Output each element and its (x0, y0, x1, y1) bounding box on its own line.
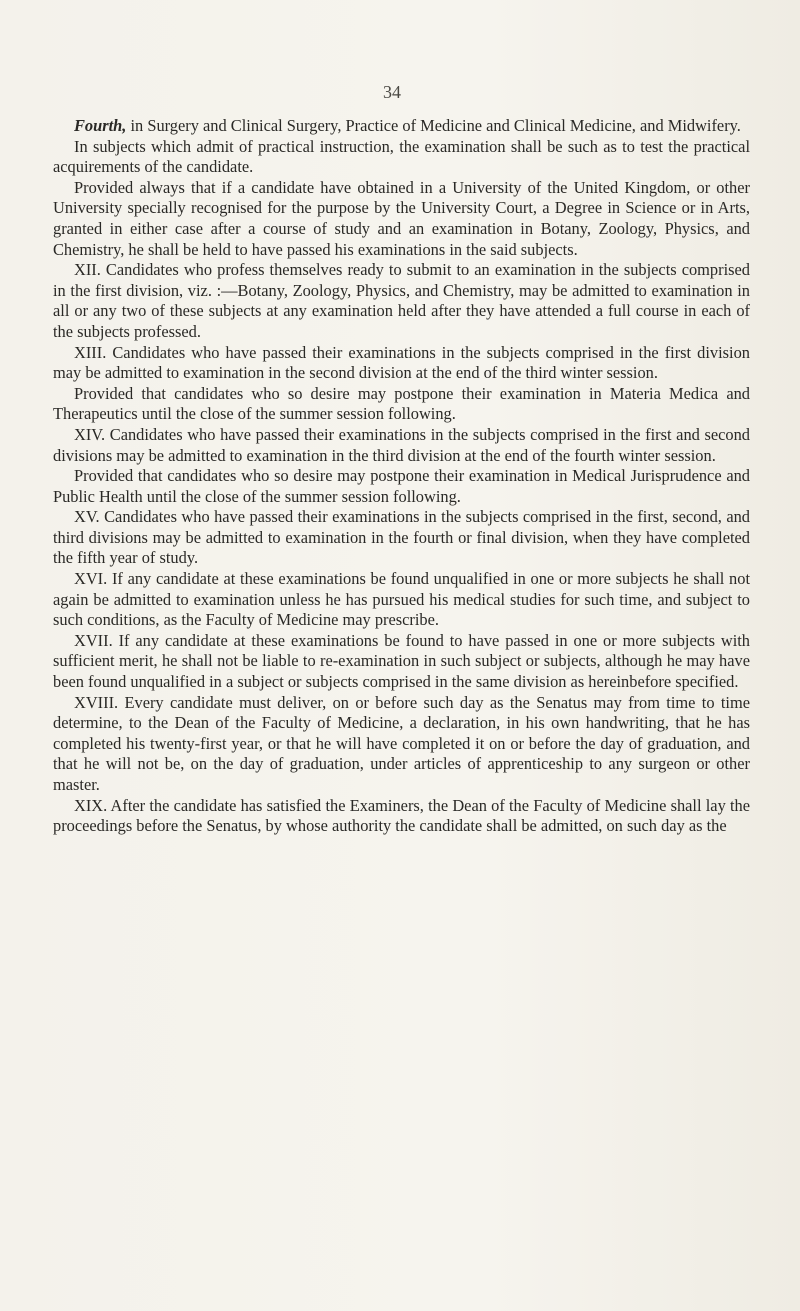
paragraph-text: Candidates who have passed their examinations in the subjects comprised in the first and second divisions may be admitted to examination in the third division at the end of the fourth winter session. (53, 424, 750, 465)
section-xvii (53, 631, 750, 693)
section-xiii (53, 343, 750, 384)
paragraph-fourth-subjects (53, 116, 750, 137)
paragraph-text: If any candidate at these examinations be found to have passed in one or more subjects with sufficient merit, he shall not be liable to re-examination in such subject or subjects, although he may have been found unqualified in a subject or subjects comprised in the same division as hereinbefore specified. (53, 630, 750, 692)
section-xvi (53, 569, 750, 631)
section-number: XII. (74, 260, 101, 280)
paragraph-lead: Fourth, (74, 116, 127, 135)
section-number: XIX. (74, 795, 108, 815)
paragraph-proviso-materia-medica (53, 384, 750, 425)
paragraph-proviso-jurisprudence (53, 466, 750, 507)
paragraph-text: In subjects which admit of practical instruction, the examination shall be such as to test the practical acquirements of the candidate. (53, 136, 750, 177)
paragraph-text: Provided always that if a candidate have obtained in a University of the United Kingdom, or other University specially recognised for the purpose by the University Court, a Degree in Science or in Arts, granted in either case after a course of study and an examination in Botany, Zoology, Physics, and Chemistry, he shall be held to have passed his examinations in the said subjects. (53, 177, 750, 259)
section-xiv (53, 425, 750, 466)
page-number: 34 (383, 82, 401, 102)
section-xviii (53, 693, 750, 796)
paragraph-text: Candidates who profess themselves ready to submit to an examination in the subjects comprised in the first division, viz. :—Botany, Zoology, Physics, and Chemistry, may be admitted to examination in all or any two of these subjects at any examination held after they have attended a full course in each of the subjects professed. (53, 260, 750, 341)
paragraph-text: Provided that candidates who so desire may postpone their examination in Materia Medica and Therapeutics until the close of the summer session following. (53, 383, 750, 424)
paragraph-proviso-degree (53, 178, 750, 260)
document-body (53, 116, 750, 837)
paragraph-text: Every candidate must deliver, on or before such day as the Senatus may from time to time determine, to the Dean of the Faculty of Medicine, a declaration, in his own handwriting, that he has completed his twenty-first year, or that he will have completed it on or before the day of graduation, and that he will not be, on the day of graduation, under articles of apprenticeship to any surgeon or other master. (53, 692, 750, 794)
paragraph-text: Candidates who have passed their examinations in the subjects comprised in the first division may be admitted to examination in the second division at the end of the third winter session. (53, 342, 750, 383)
section-number: XVIII. (74, 692, 119, 712)
section-number: XV. (74, 507, 100, 527)
paragraph-text: If any candidate at these examinations be found unqualified in one or more subjects he shall not again be admitted to examination unless he has pursued his medical studies for such time, and subject to such conditions, as the Faculty of Medicine may prescribe. (53, 569, 750, 630)
paragraph-text: Candidates who have passed their examinations in the subjects comprised in the first, second, and third divisions may be admitted to examination in the fourth or final division, when they have completed the fifth year of study. (53, 507, 750, 568)
section-number: XVII. (74, 630, 113, 650)
paragraph-text: Provided that candidates who so desire may postpone their examination in Medical Jurisprudence and Public Health until the close of the summer session following. (53, 466, 750, 506)
section-xii (53, 260, 750, 342)
paragraph-text: After the candidate has satisfied the Examiners, the Dean of the Faculty of Medicine shall lay the proceedings before the Senatus, by whose authority the candidate shall be admitted, on such day as the (53, 795, 750, 836)
section-number: XVI. (74, 569, 108, 589)
section-xv (53, 507, 750, 569)
paragraph-text: in Surgery and Clinical Surgery, Practice of Medicine and Clinical Medicine, and Midwifery. (126, 116, 741, 135)
section-xix (53, 796, 750, 837)
paragraph-practical-instruction (53, 137, 750, 178)
section-number: XIV. (74, 424, 106, 444)
section-number: XIII. (74, 342, 107, 362)
